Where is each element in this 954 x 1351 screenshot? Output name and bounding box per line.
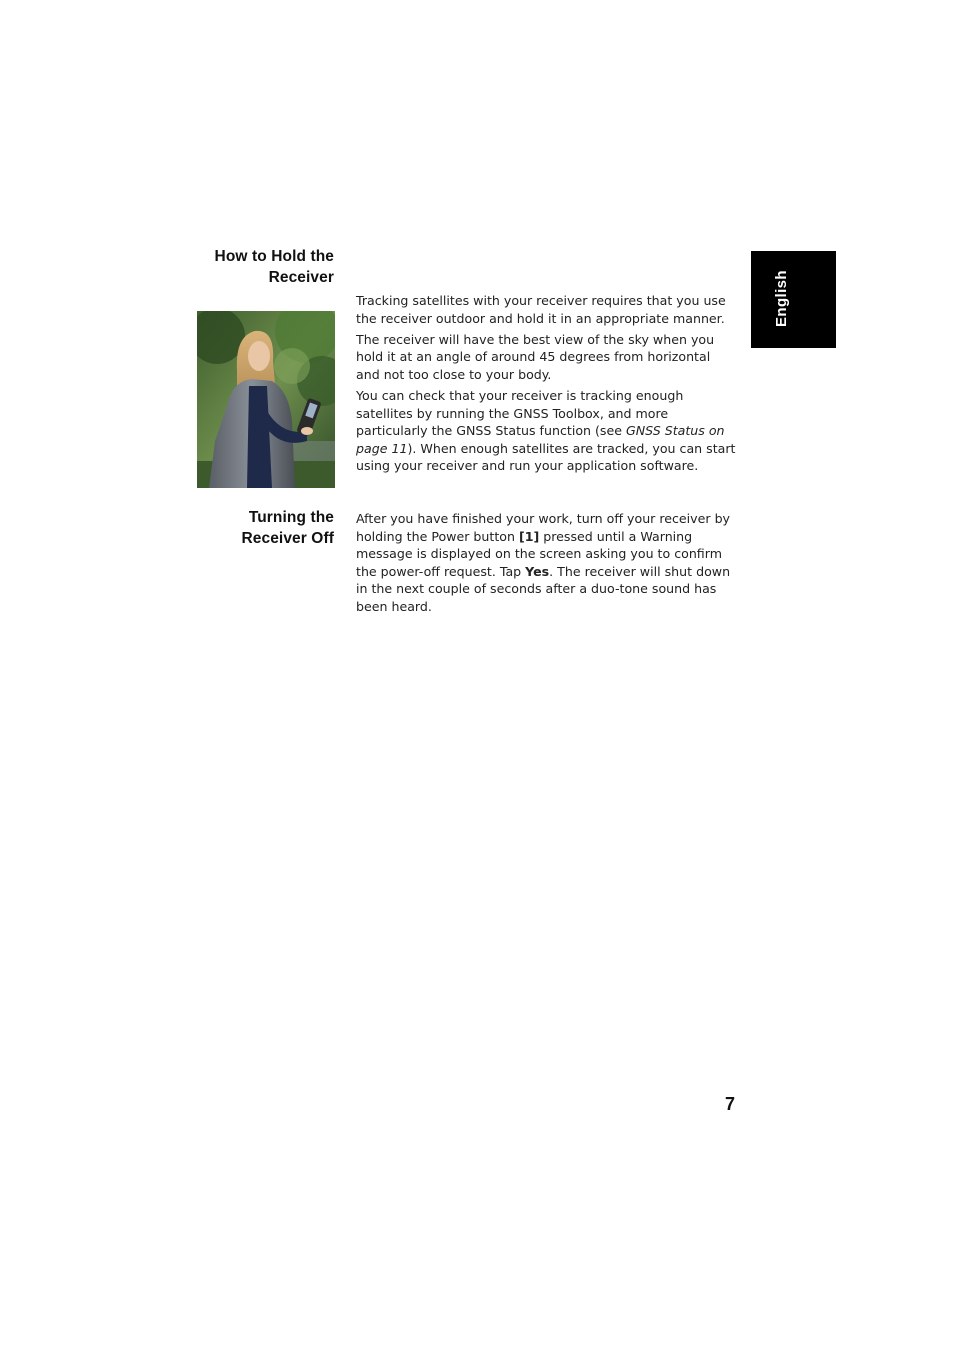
section-heading-hold-receiver [215,246,334,288]
section-body-hold-receiver [356,292,737,478]
paragraph [356,510,737,616]
language-tab [751,251,836,348]
paragraph-text: You can check that your receiver is tracking enough satellites by running the GNSS Toolbox, and more particularly the GNSS Status function (see [356,387,684,439]
paragraph: The receiver will have the best view of the sky when you hold it at an angle of around 45 degrees from horizontal and not too close to your body. [356,331,715,382]
photo-woman-holding-receiver [197,311,335,488]
yes-label: Yes [525,563,550,579]
heading-line: Receiver Off [241,530,334,547]
heading-line: How to Hold the [214,248,334,265]
paragraph-text: ). When enough satellites are tracked, you can start using your receiver and run your application software. [356,440,736,474]
paragraph: Tracking satellites with your receiver requires that you use the receiver outdoor and hold it in an appropriate manner. [356,293,726,326]
section-heading-turning-off [241,507,334,549]
heading-line: Turning the [248,509,334,526]
paragraph-text: After you have finished your work, turn off your receiver by holding the Power button [356,511,731,544]
heading-line: Receiver [268,269,334,286]
cross-reference-link[interactable]: GNSS Status on page 11 [356,423,725,456]
language-tab-label: English [773,270,790,327]
paragraph-text: . The receiver will shut down in the next couple of seconds after a duo-tone sound has been heard. [356,563,731,614]
page-number: 7 [725,1094,736,1114]
section-body-turning-off [356,510,737,619]
paragraph-text: pressed until a Warning message is displayed on the screen asking you to confirm the power-off request. Tap [356,528,722,579]
paragraph [356,387,737,475]
button-reference: [1] [518,528,540,544]
